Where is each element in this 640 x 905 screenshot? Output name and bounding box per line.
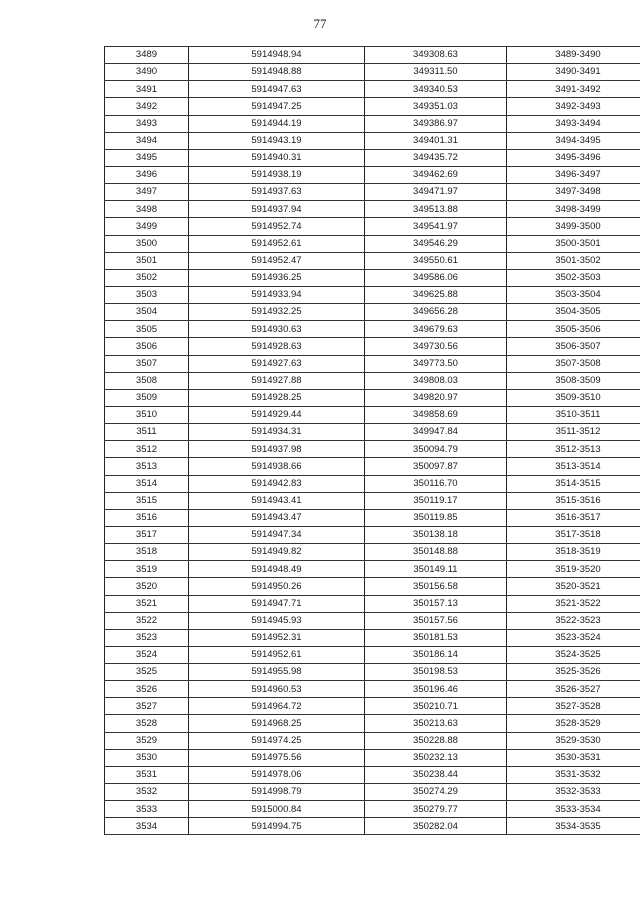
table-row bbox=[105, 304, 640, 321]
point-number-cell: 3521 bbox=[105, 595, 189, 612]
table-row bbox=[105, 338, 640, 355]
point-number-cell: 3490 bbox=[105, 64, 189, 81]
page-number: 77 bbox=[313, 16, 327, 31]
segment-cell: 3497-3498 bbox=[507, 184, 640, 201]
segment-cell: 3509-3510 bbox=[507, 389, 640, 406]
segment-cell: 3502-3503 bbox=[507, 269, 640, 286]
x-coordinate-cell: 5914947.34 bbox=[189, 526, 365, 543]
x-coordinate-cell: 5914949.82 bbox=[189, 544, 365, 561]
y-coordinate-cell: 350282.04 bbox=[365, 818, 507, 835]
segment-cell: 3490-3491 bbox=[507, 64, 640, 81]
point-number-cell: 3498 bbox=[105, 201, 189, 218]
segment-cell: 3491-3492 bbox=[507, 81, 640, 98]
point-number-cell: 3503 bbox=[105, 286, 189, 303]
segment-cell: 3530-3531 bbox=[507, 749, 640, 766]
point-number-cell: 3527 bbox=[105, 698, 189, 715]
table-row bbox=[105, 149, 640, 166]
point-number-cell: 3495 bbox=[105, 149, 189, 166]
x-coordinate-cell: 5914960.53 bbox=[189, 681, 365, 698]
x-coordinate-cell: 5914937.94 bbox=[189, 201, 365, 218]
segment-cell: 3494-3495 bbox=[507, 132, 640, 149]
y-coordinate-cell: 350279.77 bbox=[365, 801, 507, 818]
segment-cell: 3493-3494 bbox=[507, 115, 640, 132]
table-row bbox=[105, 561, 640, 578]
y-coordinate-cell: 350156.58 bbox=[365, 578, 507, 595]
y-coordinate-cell: 349351.03 bbox=[365, 98, 507, 115]
segment-cell: 3516-3517 bbox=[507, 509, 640, 526]
segment-cell: 3517-3518 bbox=[507, 526, 640, 543]
segment-cell: 3529-3530 bbox=[507, 732, 640, 749]
x-coordinate-cell: 5914943.47 bbox=[189, 509, 365, 526]
table-row bbox=[105, 64, 640, 81]
x-coordinate-cell: 5914948.88 bbox=[189, 64, 365, 81]
y-coordinate-cell: 350097.87 bbox=[365, 458, 507, 475]
y-coordinate-cell: 349550.61 bbox=[365, 252, 507, 269]
table-row bbox=[105, 646, 640, 663]
segment-cell: 3534-3535 bbox=[507, 818, 640, 835]
y-coordinate-cell: 350157.56 bbox=[365, 612, 507, 629]
point-number-cell: 3519 bbox=[105, 561, 189, 578]
y-coordinate-cell: 349462.69 bbox=[365, 166, 507, 183]
y-coordinate-cell: 349546.29 bbox=[365, 235, 507, 252]
point-number-cell: 3512 bbox=[105, 441, 189, 458]
point-number-cell: 3523 bbox=[105, 629, 189, 646]
segment-cell: 3503-3504 bbox=[507, 286, 640, 303]
point-number-cell: 3531 bbox=[105, 766, 189, 783]
point-number-cell: 3522 bbox=[105, 612, 189, 629]
segment-cell: 3500-3501 bbox=[507, 235, 640, 252]
segment-cell: 3506-3507 bbox=[507, 338, 640, 355]
y-coordinate-cell: 349308.63 bbox=[365, 47, 507, 64]
x-coordinate-cell: 5914952.31 bbox=[189, 629, 365, 646]
segment-cell: 3501-3502 bbox=[507, 252, 640, 269]
table-row bbox=[105, 578, 640, 595]
x-coordinate-cell: 5914930.63 bbox=[189, 321, 365, 338]
table-row bbox=[105, 269, 640, 286]
coordinates-table bbox=[104, 46, 640, 835]
table-row bbox=[105, 252, 640, 269]
x-coordinate-cell: 5914938.19 bbox=[189, 166, 365, 183]
table-row bbox=[105, 389, 640, 406]
y-coordinate-cell: 349773.50 bbox=[365, 355, 507, 372]
table-row bbox=[105, 406, 640, 423]
table-row bbox=[105, 98, 640, 115]
table-row bbox=[105, 544, 640, 561]
y-coordinate-cell: 350238.44 bbox=[365, 766, 507, 783]
x-coordinate-cell: 5914928.25 bbox=[189, 389, 365, 406]
y-coordinate-cell: 350094.79 bbox=[365, 441, 507, 458]
segment-cell: 3528-3529 bbox=[507, 715, 640, 732]
y-coordinate-cell: 349471.97 bbox=[365, 184, 507, 201]
y-coordinate-cell: 349435.72 bbox=[365, 149, 507, 166]
segment-cell: 3521-3522 bbox=[507, 595, 640, 612]
table-row bbox=[105, 321, 640, 338]
table-row bbox=[105, 424, 640, 441]
x-coordinate-cell: 5914944.19 bbox=[189, 115, 365, 132]
table-row bbox=[105, 235, 640, 252]
point-number-cell: 3524 bbox=[105, 646, 189, 663]
y-coordinate-cell: 350213.63 bbox=[365, 715, 507, 732]
y-coordinate-cell: 350210.71 bbox=[365, 698, 507, 715]
y-coordinate-cell: 349625.88 bbox=[365, 286, 507, 303]
segment-cell: 3520-3521 bbox=[507, 578, 640, 595]
segment-cell: 3526-3527 bbox=[507, 681, 640, 698]
x-coordinate-cell: 5914948.94 bbox=[189, 47, 365, 64]
table-row bbox=[105, 218, 640, 235]
y-coordinate-cell: 350138.18 bbox=[365, 526, 507, 543]
table-row bbox=[105, 475, 640, 492]
y-coordinate-cell: 349808.03 bbox=[365, 372, 507, 389]
table-row bbox=[105, 526, 640, 543]
x-coordinate-cell: 5914952.61 bbox=[189, 235, 365, 252]
point-number-cell: 3493 bbox=[105, 115, 189, 132]
point-number-cell: 3528 bbox=[105, 715, 189, 732]
point-number-cell: 3499 bbox=[105, 218, 189, 235]
coordinates-table-body bbox=[105, 47, 640, 835]
y-coordinate-cell: 349586.06 bbox=[365, 269, 507, 286]
point-number-cell: 3505 bbox=[105, 321, 189, 338]
segment-cell: 3524-3525 bbox=[507, 646, 640, 663]
point-number-cell: 3492 bbox=[105, 98, 189, 115]
segment-cell: 3519-3520 bbox=[507, 561, 640, 578]
y-coordinate-cell: 350232.13 bbox=[365, 749, 507, 766]
x-coordinate-cell: 5914998.79 bbox=[189, 784, 365, 801]
y-coordinate-cell: 350181.53 bbox=[365, 629, 507, 646]
x-coordinate-cell: 5914927.63 bbox=[189, 355, 365, 372]
y-coordinate-cell: 350119.85 bbox=[365, 509, 507, 526]
y-coordinate-cell: 349656.28 bbox=[365, 304, 507, 321]
table-row bbox=[105, 509, 640, 526]
point-number-cell: 3508 bbox=[105, 372, 189, 389]
point-number-cell: 3502 bbox=[105, 269, 189, 286]
x-coordinate-cell: 5914950.26 bbox=[189, 578, 365, 595]
x-coordinate-cell: 5914964.72 bbox=[189, 698, 365, 715]
x-coordinate-cell: 5914968.25 bbox=[189, 715, 365, 732]
table-row bbox=[105, 355, 640, 372]
table-row bbox=[105, 766, 640, 783]
segment-cell: 3533-3534 bbox=[507, 801, 640, 818]
x-coordinate-cell: 5914932.25 bbox=[189, 304, 365, 321]
y-coordinate-cell: 349541.97 bbox=[365, 218, 507, 235]
table-row bbox=[105, 115, 640, 132]
x-coordinate-cell: 5914943.19 bbox=[189, 132, 365, 149]
segment-cell: 3495-3496 bbox=[507, 149, 640, 166]
table-row bbox=[105, 441, 640, 458]
segment-cell: 3523-3524 bbox=[507, 629, 640, 646]
x-coordinate-cell: 5914940.31 bbox=[189, 149, 365, 166]
x-coordinate-cell: 5914952.74 bbox=[189, 218, 365, 235]
segment-cell: 3531-3532 bbox=[507, 766, 640, 783]
x-coordinate-cell: 5914938.66 bbox=[189, 458, 365, 475]
table-row bbox=[105, 286, 640, 303]
x-coordinate-cell: 5914934.31 bbox=[189, 424, 365, 441]
x-coordinate-cell: 5914947.25 bbox=[189, 98, 365, 115]
segment-cell: 3507-3508 bbox=[507, 355, 640, 372]
point-number-cell: 3506 bbox=[105, 338, 189, 355]
table-row bbox=[105, 801, 640, 818]
x-coordinate-cell: 5914952.47 bbox=[189, 252, 365, 269]
table-row bbox=[105, 132, 640, 149]
table-row bbox=[105, 612, 640, 629]
segment-cell: 3515-3516 bbox=[507, 492, 640, 509]
segment-cell: 3492-3493 bbox=[507, 98, 640, 115]
y-coordinate-cell: 350196.46 bbox=[365, 681, 507, 698]
x-coordinate-cell: 5914942.83 bbox=[189, 475, 365, 492]
point-number-cell: 3526 bbox=[105, 681, 189, 698]
y-coordinate-cell: 350186.14 bbox=[365, 646, 507, 663]
point-number-cell: 3532 bbox=[105, 784, 189, 801]
y-coordinate-cell: 349820.97 bbox=[365, 389, 507, 406]
table-row bbox=[105, 715, 640, 732]
x-coordinate-cell: 5914955.98 bbox=[189, 664, 365, 681]
table-row bbox=[105, 698, 640, 715]
segment-cell: 3498-3499 bbox=[507, 201, 640, 218]
point-number-cell: 3533 bbox=[105, 801, 189, 818]
table-row bbox=[105, 732, 640, 749]
y-coordinate-cell: 350116.70 bbox=[365, 475, 507, 492]
y-coordinate-cell: 349340.53 bbox=[365, 81, 507, 98]
y-coordinate-cell: 349386.97 bbox=[365, 115, 507, 132]
segment-cell: 3518-3519 bbox=[507, 544, 640, 561]
segment-cell: 3512-3513 bbox=[507, 441, 640, 458]
y-coordinate-cell: 350157.13 bbox=[365, 595, 507, 612]
point-number-cell: 3496 bbox=[105, 166, 189, 183]
point-number-cell: 3491 bbox=[105, 81, 189, 98]
x-coordinate-cell: 5914975.56 bbox=[189, 749, 365, 766]
segment-cell: 3527-3528 bbox=[507, 698, 640, 715]
point-number-cell: 3520 bbox=[105, 578, 189, 595]
point-number-cell: 3509 bbox=[105, 389, 189, 406]
y-coordinate-cell: 350119.17 bbox=[365, 492, 507, 509]
segment-cell: 3510-3511 bbox=[507, 406, 640, 423]
x-coordinate-cell: 5914928.63 bbox=[189, 338, 365, 355]
y-coordinate-cell: 349858.69 bbox=[365, 406, 507, 423]
table-row bbox=[105, 749, 640, 766]
y-coordinate-cell: 350198.53 bbox=[365, 664, 507, 681]
point-number-cell: 3497 bbox=[105, 184, 189, 201]
segment-cell: 3514-3515 bbox=[507, 475, 640, 492]
y-coordinate-cell: 349947.84 bbox=[365, 424, 507, 441]
segment-cell: 3489-3490 bbox=[507, 47, 640, 64]
x-coordinate-cell: 5914937.98 bbox=[189, 441, 365, 458]
table-row bbox=[105, 681, 640, 698]
point-number-cell: 3515 bbox=[105, 492, 189, 509]
x-coordinate-cell: 5914948.49 bbox=[189, 561, 365, 578]
y-coordinate-cell: 349311.50 bbox=[365, 64, 507, 81]
table-row bbox=[105, 818, 640, 835]
table-row bbox=[105, 184, 640, 201]
segment-cell: 3522-3523 bbox=[507, 612, 640, 629]
y-coordinate-cell: 350274.29 bbox=[365, 784, 507, 801]
table-row bbox=[105, 81, 640, 98]
segment-cell: 3504-3505 bbox=[507, 304, 640, 321]
y-coordinate-cell: 349679.63 bbox=[365, 321, 507, 338]
table-row bbox=[105, 166, 640, 183]
point-number-cell: 3516 bbox=[105, 509, 189, 526]
segment-cell: 3508-3509 bbox=[507, 372, 640, 389]
point-number-cell: 3489 bbox=[105, 47, 189, 64]
x-coordinate-cell: 5914927.88 bbox=[189, 372, 365, 389]
table-row bbox=[105, 595, 640, 612]
point-number-cell: 3534 bbox=[105, 818, 189, 835]
point-number-cell: 3514 bbox=[105, 475, 189, 492]
table-row bbox=[105, 629, 640, 646]
segment-cell: 3532-3533 bbox=[507, 784, 640, 801]
point-number-cell: 3504 bbox=[105, 304, 189, 321]
y-coordinate-cell: 349401.31 bbox=[365, 132, 507, 149]
x-coordinate-cell: 5914952.61 bbox=[189, 646, 365, 663]
x-coordinate-cell: 5914945.93 bbox=[189, 612, 365, 629]
point-number-cell: 3530 bbox=[105, 749, 189, 766]
x-coordinate-cell: 5914929.44 bbox=[189, 406, 365, 423]
point-number-cell: 3517 bbox=[105, 526, 189, 543]
x-coordinate-cell: 5914947.63 bbox=[189, 81, 365, 98]
segment-cell: 3525-3526 bbox=[507, 664, 640, 681]
table-row bbox=[105, 47, 640, 64]
x-coordinate-cell: 5915000.84 bbox=[189, 801, 365, 818]
segment-cell: 3505-3506 bbox=[507, 321, 640, 338]
segment-cell: 3496-3497 bbox=[507, 166, 640, 183]
point-number-cell: 3529 bbox=[105, 732, 189, 749]
y-coordinate-cell: 350149.11 bbox=[365, 561, 507, 578]
x-coordinate-cell: 5914943.41 bbox=[189, 492, 365, 509]
point-number-cell: 3507 bbox=[105, 355, 189, 372]
table-row bbox=[105, 372, 640, 389]
point-number-cell: 3501 bbox=[105, 252, 189, 269]
x-coordinate-cell: 5914994.75 bbox=[189, 818, 365, 835]
segment-cell: 3511-3512 bbox=[507, 424, 640, 441]
point-number-cell: 3510 bbox=[105, 406, 189, 423]
point-number-cell: 3525 bbox=[105, 664, 189, 681]
x-coordinate-cell: 5914947.71 bbox=[189, 595, 365, 612]
x-coordinate-cell: 5914974.25 bbox=[189, 732, 365, 749]
point-number-cell: 3511 bbox=[105, 424, 189, 441]
table-row bbox=[105, 492, 640, 509]
point-number-cell: 3518 bbox=[105, 544, 189, 561]
table-row bbox=[105, 201, 640, 218]
x-coordinate-cell: 5914936.25 bbox=[189, 269, 365, 286]
table-row bbox=[105, 458, 640, 475]
y-coordinate-cell: 350148.88 bbox=[365, 544, 507, 561]
point-number-cell: 3494 bbox=[105, 132, 189, 149]
table-row bbox=[105, 784, 640, 801]
x-coordinate-cell: 5914937.63 bbox=[189, 184, 365, 201]
point-number-cell: 3513 bbox=[105, 458, 189, 475]
segment-cell: 3499-3500 bbox=[507, 218, 640, 235]
y-coordinate-cell: 349730.56 bbox=[365, 338, 507, 355]
table-row bbox=[105, 664, 640, 681]
x-coordinate-cell: 5914978.06 bbox=[189, 766, 365, 783]
x-coordinate-cell: 5914933.94 bbox=[189, 286, 365, 303]
point-number-cell: 3500 bbox=[105, 235, 189, 252]
y-coordinate-cell: 349513.88 bbox=[365, 201, 507, 218]
y-coordinate-cell: 350228.88 bbox=[365, 732, 507, 749]
segment-cell: 3513-3514 bbox=[507, 458, 640, 475]
